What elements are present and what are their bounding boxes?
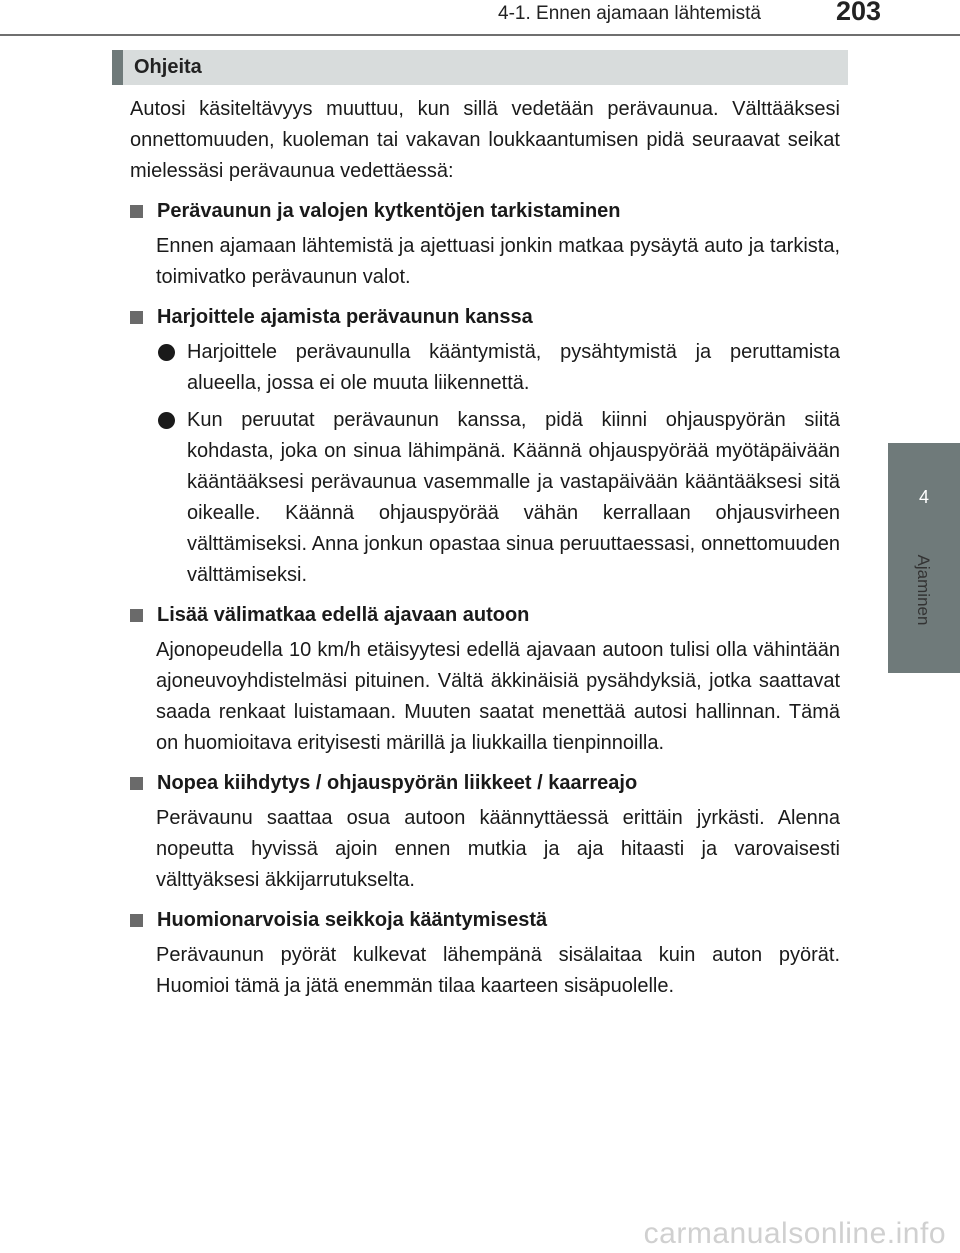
- section-heading: [130, 302, 840, 333]
- heading-accent-bar: [112, 50, 123, 85]
- section-heading-text: Nopea kiihdytys / ohjauspyörän liikkeet / kaarreajo: [157, 772, 638, 794]
- section-heading-text: Huomionarvoisia seikkoja kääntymisestä: [157, 909, 548, 931]
- list-item-text: Harjoittele perävaunulla kääntymistä, pysähtymistä ja peruttamista alueella, jossa ei ole muuta liikennettä.: [187, 341, 840, 394]
- ohjeita-heading-box: [112, 50, 848, 85]
- watermark: carmanualsonline.info: [643, 1217, 946, 1250]
- header-section-title: 4-1. Ennen ajamaan lähtemistä: [498, 3, 761, 24]
- section-turning: [130, 905, 840, 1002]
- intro-paragraph: Autosi käsiteltävyys muuttuu, kun sillä vedetään perävaunua. Välttääksesi onnettomuuden, kuoleman tai vakavan loukkaantumisen pidä seuraavat seikat mielessäsi perävaunua vedettäessä:: [130, 98, 840, 182]
- round-bullet-icon: [158, 344, 175, 361]
- section-heading: [130, 600, 840, 631]
- section-heading: [130, 196, 840, 227]
- section-acceleration: [130, 768, 840, 896]
- section-body: Ennen ajamaan lähtemistä ja ajettuasi jonkin matkaa pysäytä auto ja tarkista, toimivatko perävaunun valot.: [156, 235, 840, 288]
- section-heading-text: Harjoittele ajamista perävaunun kanssa: [157, 306, 533, 328]
- section-practice: [130, 302, 840, 591]
- page-header: [0, 0, 960, 34]
- main-content: [130, 94, 840, 1011]
- chapter-label: Ajaminen: [914, 554, 933, 626]
- list-item: [156, 337, 840, 399]
- square-bullet-icon: [130, 311, 143, 324]
- section-heading: [130, 768, 840, 799]
- ohjeita-title: Ohjeita: [134, 56, 202, 78]
- chapter-number: 4: [918, 487, 929, 507]
- section-body: Ajonopeudella 10 km/h etäisyytesi edellä ajavaan autoon tulisi olla vähintään ajoneuvoyhdistelmäsi pituinen. Vältä äkkinäisiä pysähdyksiä, jotka saattavat saada renkaat luistamaan. Muuten saatat menettää autosi hallinnan. Tämä on huomioitava erityisesti märillä ja liukkailla tienpinnoilla.: [156, 639, 840, 754]
- page-number: 203: [836, 0, 882, 26]
- section-body: Perävaunu saattaa osua autoon käännyttäessä erittäin jyrkästi. Alenna nopeutta hyvissä ajoin ennen mutkia ja aja hitaasti ja varovaisesti välttyäksesi äkkijarrutukselta.: [156, 807, 840, 891]
- list-item: [156, 405, 840, 591]
- section-distance: [130, 600, 840, 759]
- section-heading-text: Perävaunun ja valojen kytkentöjen tarkistaminen: [157, 200, 621, 222]
- section-body: Perävaunun pyörät kulkevat lähempänä sisälaitaa kuin auton pyörät. Huomioi tämä ja jätä enemmän tilaa kaarteen sisäpuolelle.: [156, 944, 840, 997]
- section-heading-text: Lisää välimatkaa edellä ajavaan autoon: [157, 604, 530, 626]
- chapter-label-container: [886, 550, 960, 640]
- square-bullet-icon: [130, 914, 143, 927]
- square-bullet-icon: [130, 777, 143, 790]
- round-bullet-icon: [158, 412, 175, 429]
- section-lights-check: [130, 196, 840, 293]
- list-item-text: Kun peruutat perävaunun kanssa, pidä kiinni ohjauspyörän siitä kohdasta, joka on sinua lähimpänä. Käännä ohjauspyörää myötäpäivään kääntääksesi perävaunua vasemmalle ja vastapäivään kääntääksesi sitä oikealle. Käännä ohjauspyörää vähän kerrallaan ohjausvirheen välttämiseksi. Anna jonkun opastaa sinua peruuttaessasi, onnettomuuden välttämiseksi.: [187, 409, 840, 586]
- square-bullet-icon: [130, 205, 143, 218]
- section-heading: [130, 905, 840, 936]
- header-divider: [0, 34, 960, 36]
- square-bullet-icon: [130, 609, 143, 622]
